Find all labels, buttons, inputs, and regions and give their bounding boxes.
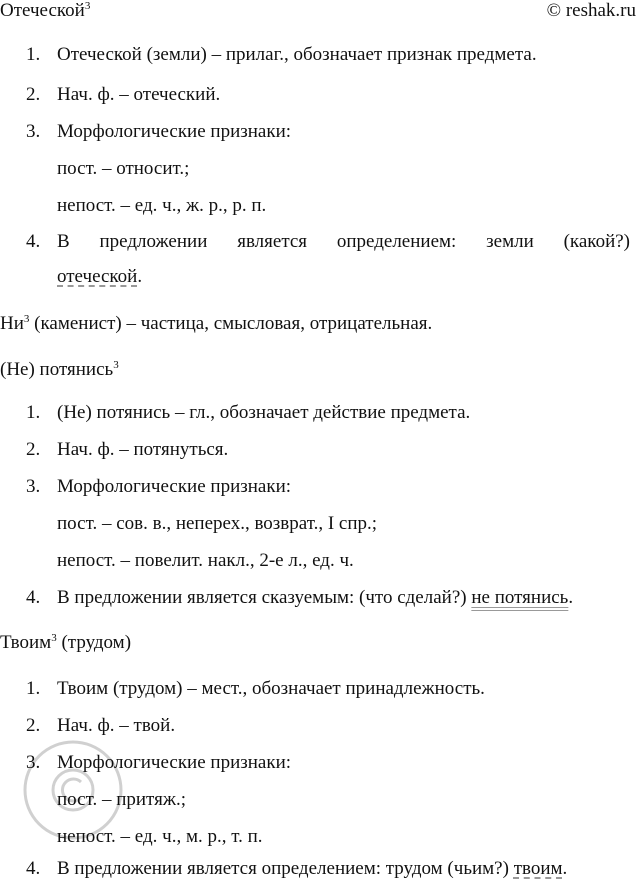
underlined-word: отеческой	[57, 266, 138, 287]
list-number: 2.	[26, 439, 41, 460]
list-item: В предложении является сказуемым: (что сделай?) не потянись.	[57, 587, 574, 608]
list-item-justified: В предложении является определением: земли (какой?)	[57, 231, 630, 252]
list-subitem: пост. – сов. в., неперех., возврат., I спр.;	[57, 513, 378, 534]
list-number: 2.	[26, 84, 41, 105]
list-number: 1.	[26, 44, 41, 65]
underlined-predicate: не потянись	[471, 587, 569, 608]
list-item: (Не) потянись – гл., обозначает действие предмета.	[57, 402, 471, 423]
footnote-marker: 3	[23, 313, 30, 325]
list-subitem: непост. – ед. ч., м. р., т. п.	[57, 826, 263, 847]
list-number: 3.	[26, 476, 41, 497]
list-number: 4.	[26, 231, 41, 252]
list-item: В предложении является определением: трудом (чьим?) твоим.	[57, 858, 568, 879]
copyright-label: © reshak.ru	[546, 0, 636, 21]
list-subitem: пост. – относит.;	[57, 158, 190, 179]
list-subitem: непост. – повелит. накл., 2-е л., ед. ч.	[57, 550, 354, 571]
list-number: 1.	[26, 402, 41, 423]
section-heading-oteceskoy	[0, 0, 90, 22]
underlined-word: твоим	[513, 858, 563, 879]
list-subitem: пост. – притяж.;	[57, 789, 186, 810]
list-item: Отеческой (земли) – прилаг., обозначает признак предмета.	[57, 44, 537, 65]
footnote-marker: 3	[51, 632, 57, 644]
list-item: Твоим (трудом) – мест., обозначает принадлежность.	[57, 678, 485, 699]
list-number: 4.	[26, 587, 41, 608]
list-item: Нач. ф. – отеческий.	[57, 84, 221, 105]
heading-word: Отеческой	[0, 0, 85, 21]
list-item: Морфологические признаки:	[57, 476, 292, 497]
list-item: Нач. ф. – твой.	[57, 715, 176, 736]
list-item: Морфологические признаки:	[57, 752, 292, 773]
list-number: 1.	[26, 678, 41, 699]
list-item-continuation: отеческой.	[57, 266, 143, 287]
list-number: 3.	[26, 121, 41, 142]
section-heading-tvoim: Твоим$^3$ (трудом)	[0, 632, 132, 653]
footnote-marker: 3	[84, 0, 91, 12]
list-item: Морфологические признаки:	[57, 121, 292, 142]
list-item: Нач. ф. – потянуться.	[57, 439, 229, 460]
list-number: 3.	[26, 752, 41, 773]
section-heading-potyanis: (Не) потянись$^3$	[0, 359, 119, 380]
paragraph-ni: $Ни^3$ (каменист) – частица, смысловая, отрицательная.	[0, 313, 433, 334]
footnote-marker: 3	[113, 359, 119, 371]
list-number: 2.	[26, 715, 41, 736]
list-number: 4.	[26, 858, 41, 879]
list-subitem: непост. – ед. ч., ж. р., р. п.	[57, 195, 267, 216]
